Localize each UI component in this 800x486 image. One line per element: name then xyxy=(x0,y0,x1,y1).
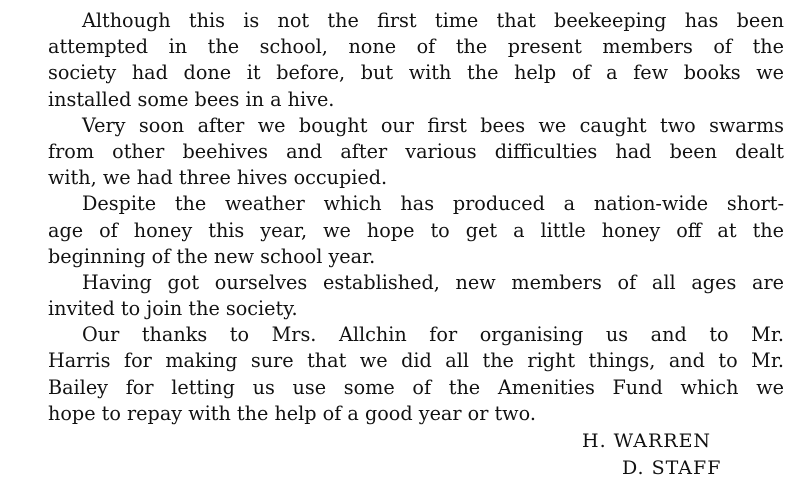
paragraph-1-line-3: society had done it before, but with the help of a few books we xyxy=(48,61,784,85)
paragraph-2-line-1: Very soon after we bought our first bees we caught two swarms xyxy=(82,113,784,137)
paragraph-3-line-1: Despite the weather which has produced a nation-wide short- xyxy=(82,192,784,216)
article-body xyxy=(48,8,784,427)
paragraph-5-line-4: hope to repay with the help of a good year or two. xyxy=(48,401,536,425)
paragraph-2-line-3: with, we had three hives occupied. xyxy=(48,166,388,190)
paragraph-5-line-2: Harris for making sure that we did all the right things, and to Mr. xyxy=(48,349,784,373)
paragraph-3-line-2: age of honey this year, we hope to get a little honey off at the xyxy=(48,218,784,242)
signature-staff: D. STAFF xyxy=(622,457,722,479)
paragraph-5-line-1: Our thanks to Mrs. Allchin for organising us and to Mr. xyxy=(82,323,784,347)
paragraph-1-line-1: Although this is not the first time that beekeeping has been xyxy=(82,9,784,32)
paragraph-3-line-3: beginning of the new school year. xyxy=(48,244,376,268)
paragraph-1-line-4: installed some bees in a hive. xyxy=(48,87,335,111)
signature-warren: H. WARREN xyxy=(582,430,712,452)
paragraph-4-line-1: Having got ourselves established, new members of all ages are xyxy=(82,270,784,294)
paragraph-1-line-2: attempted in the school, none of the present members of the xyxy=(48,35,784,59)
paragraph-5-line-3: Bailey for letting us use some of the Amenities Fund which we xyxy=(48,375,784,399)
paragraph-2-line-2: from other beehives and after various difficulties had been dealt xyxy=(48,139,784,163)
paragraph-4-line-2: invited to join the society. xyxy=(48,297,298,321)
